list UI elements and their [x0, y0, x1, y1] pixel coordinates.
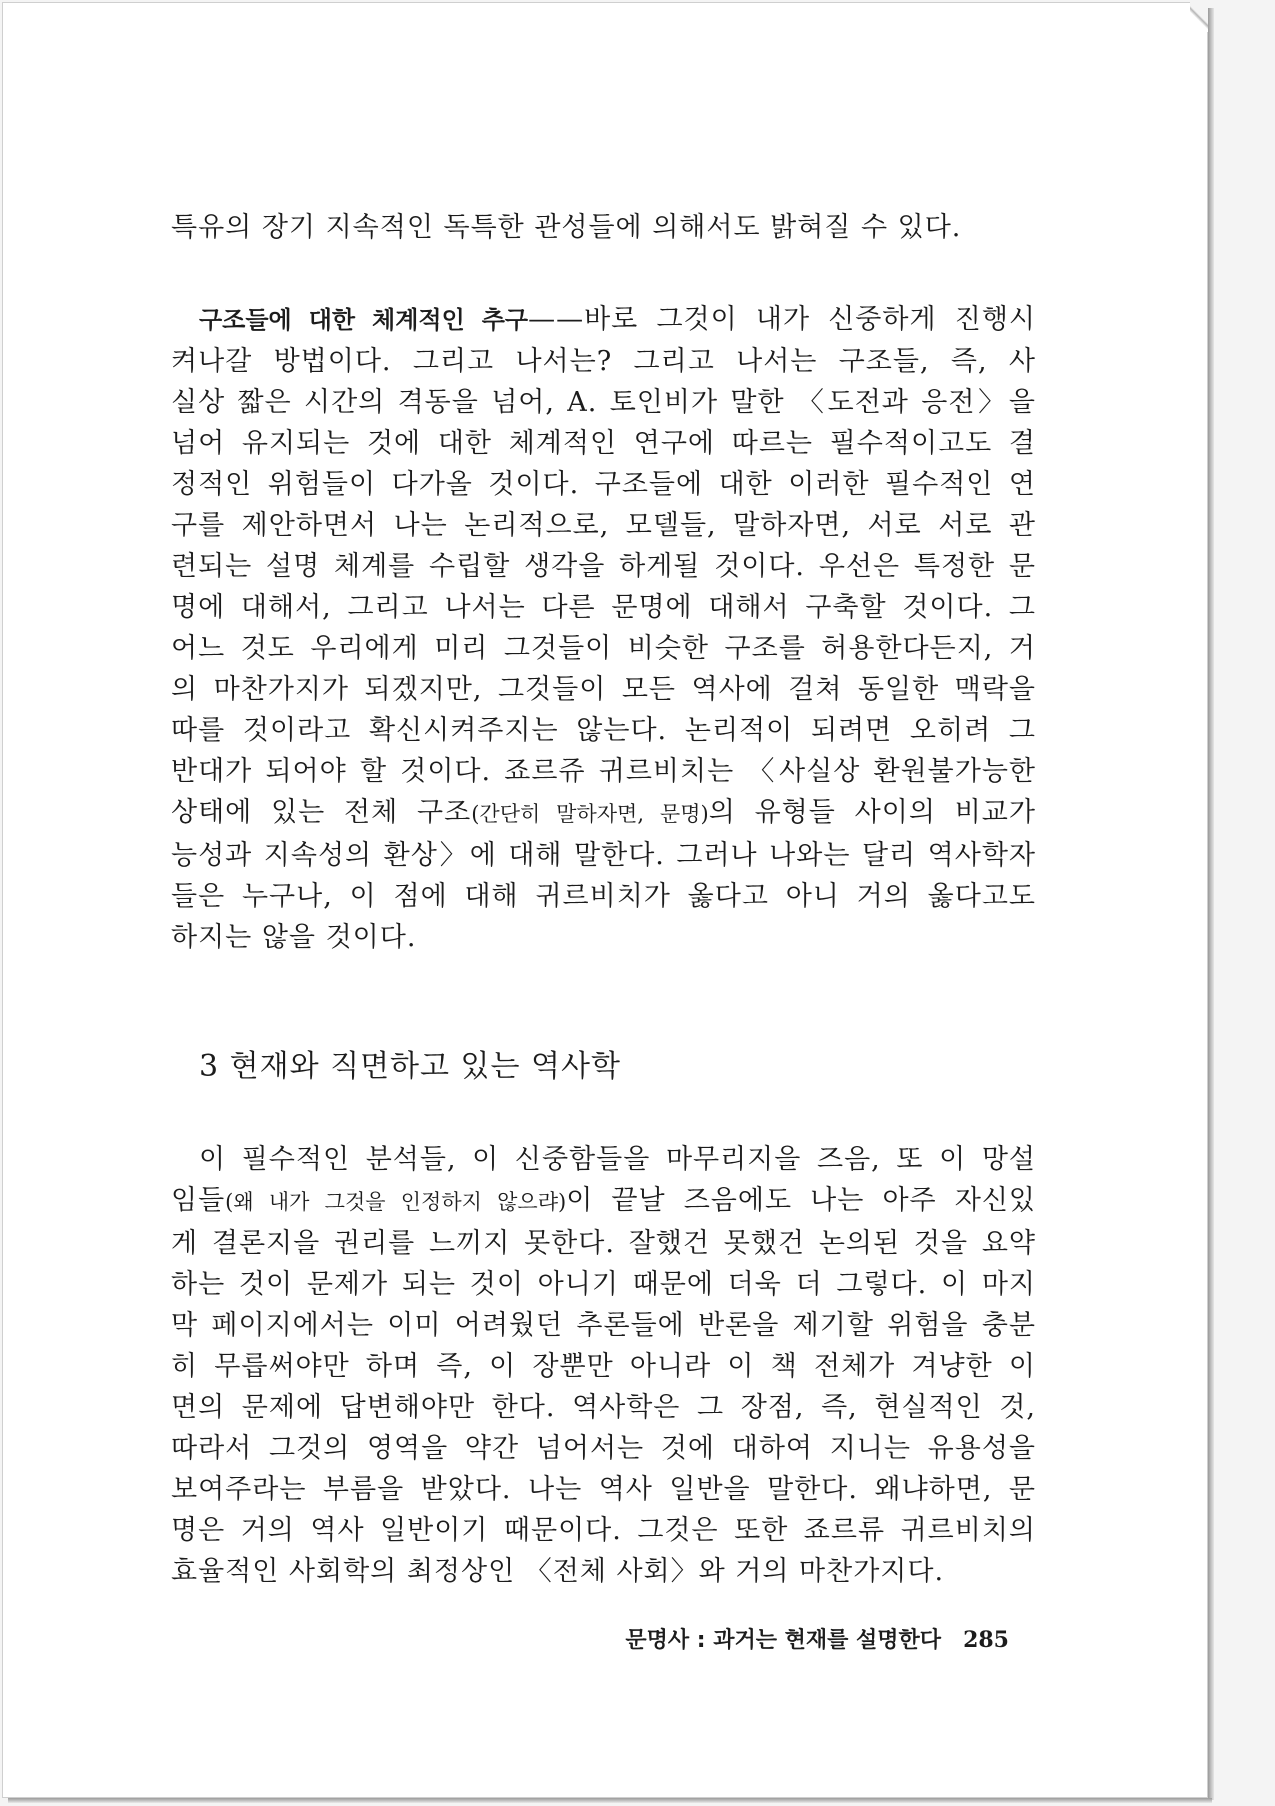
text-line-rest: ——바로 그것이 내가 신중하게 진행시 — [528, 304, 1036, 335]
text-line: 막 페이지에서는 이미 어려웠던 추론들에 반론을 제기할 위험을 충분 — [171, 1310, 1036, 1341]
text-line: 구를 제안하면서 나는 논리적으로, 모델들, 말하자면, 서로 서로 관 — [171, 510, 1036, 541]
text-line: 면의 문제에 답변해야만 한다. 역사학은 그 장점, 즉, 현실적인 것, — [171, 1392, 1036, 1423]
page-corner-fold — [1190, 2, 1208, 32]
text-segment: 이 끝날 즈음에도 나는 아주 자신있 — [566, 1185, 1036, 1216]
text-line: 어느 것도 우리에게 미리 그것들이 비슷한 구조를 허용한다든지, 거 — [171, 633, 1036, 664]
paragraph-structures — [171, 299, 1036, 958]
page-number: 285 — [963, 1627, 1009, 1653]
paragraph-history-present — [171, 1139, 1036, 1592]
text-line: 련되는 설명 체계를 수립할 생각을 하게될 것이다. 우선은 특정한 문 — [171, 551, 1036, 582]
text-segment: 임들 — [171, 1185, 226, 1216]
text-line — [171, 299, 1036, 341]
book-page — [2, 2, 1208, 1798]
page-footer — [625, 1623, 1009, 1654]
text-line: 명은 거의 역사 일반이기 때문이다. 그것은 또한 죠르류 귀르비치의 — [171, 1515, 1036, 1546]
text-line: 하지는 않을 것이다. — [171, 922, 417, 953]
parenthetical-small: (왜 내가 그것을 인정하지 않으랴) — [225, 1190, 567, 1214]
text-line: 정적인 위험들이 다가올 것이다. 구조들에 대한 이러한 필수적인 연 — [171, 469, 1036, 500]
text-line: 켜나갈 방법이다. 그리고 나서는? 그리고 나서는 구조들, 즉, 사 — [171, 346, 1036, 377]
bold-lead-phrase: 구조들에 대한 체계적인 추구 — [199, 306, 529, 334]
text-segment: 의 유형들 사이의 비교가 — [708, 797, 1036, 828]
text-line: 의 마찬가지가 되겠지만, 그것들이 모든 역사에 걸쳐 동일한 맥락을 — [171, 674, 1036, 705]
text-line: 효율적인 사회학의 최정상인 〈전체 사회〉와 거의 마찬가지다. — [171, 1556, 945, 1587]
text-line — [171, 1180, 1036, 1223]
text-segment: 상태에 있는 전체 구조 — [171, 797, 472, 828]
text-line: 이 필수적인 분석들, 이 신중함들을 마무리지을 즈음, 또 이 망설 — [199, 1144, 1036, 1175]
text-line: 히 무릅써야만 하며 즉, 이 장뿐만 아니라 이 책 전체가 겨냥한 이 — [171, 1351, 1036, 1382]
paragraph-continuation — [171, 207, 1036, 248]
text-line: 능성과 지속성의 환상〉에 대해 말한다. 그러나 나와는 달리 역사학자 — [171, 840, 1036, 871]
text-line — [171, 792, 1036, 835]
text-line: 명에 대해서, 그리고 나서는 다른 문명에 대해서 구축할 것이다. 그 — [171, 592, 1036, 623]
text-line: 하는 것이 문제가 되는 것이 아니기 때문에 더욱 더 그렇다. 이 마지 — [171, 1269, 1036, 1300]
text-line: 실상 짧은 시간의 격동을 넘어, A. 토인비가 말한 〈도전과 응전〉을 — [171, 387, 1036, 418]
text-line: 게 결론지을 권리를 느끼지 못한다. 잘했건 못했건 논의된 것을 요약 — [171, 1228, 1036, 1259]
text-line: 따를 것이라고 확신시켜주지는 않는다. 논리적이 되려면 오히려 그 — [171, 715, 1036, 746]
parenthetical-small: (간단히 말하자면, 문명) — [471, 802, 709, 826]
text-line: 따라서 그것의 영역을 약간 넘어서는 것에 대하여 지니는 유용성을 — [171, 1433, 1036, 1464]
text-line: 반대가 되어야 할 것이다. 죠르쥬 귀르비치는 〈사실상 환원불가능한 — [171, 756, 1036, 787]
page-bottom-shadow — [8, 1798, 1212, 1803]
running-title: 문명사 : 과거는 현재를 설명한다 — [625, 1628, 942, 1653]
section-heading: 3 현재와 직면하고 있는 역사학 — [199, 1049, 621, 1084]
text-line: 특유의 장기 지속적인 독특한 관성들에 의해서도 밝혀질 수 있다. — [171, 212, 962, 243]
text-line: 넘어 유지되는 것에 대한 체계적인 연구에 따르는 필수적이고도 결 — [171, 428, 1036, 459]
page-edge-shadow — [1208, 8, 1214, 1800]
text-line: 들은 누구나, 이 점에 대해 귀르비치가 옳다고 아니 거의 옳다고도 — [171, 881, 1036, 912]
text-line: 보여주라는 부름을 받았다. 나는 역사 일반을 말한다. 왜냐하면, 문 — [171, 1474, 1036, 1505]
